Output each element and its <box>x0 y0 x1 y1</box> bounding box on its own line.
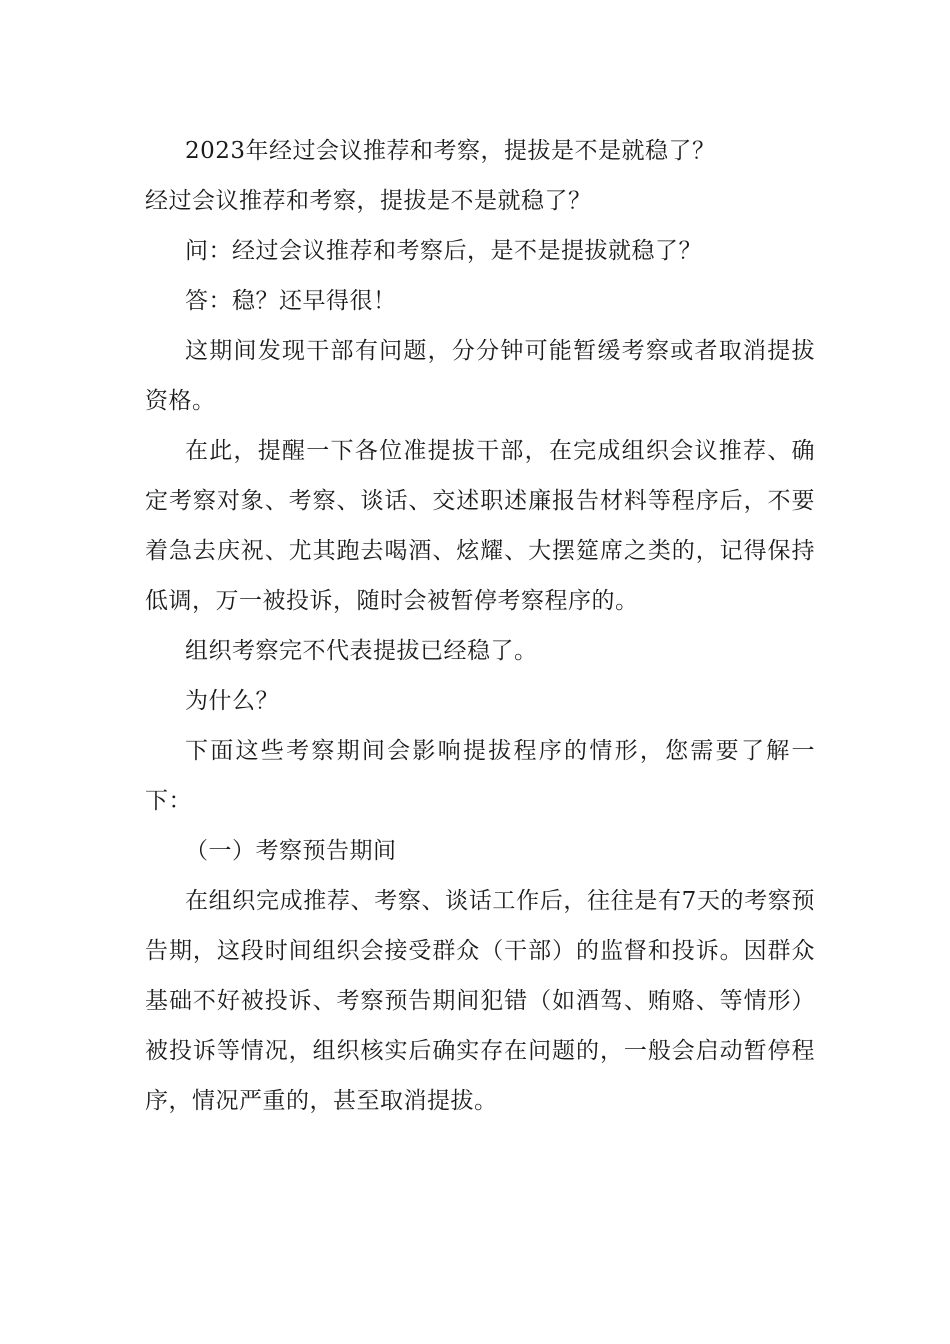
paragraph-intro: 下面这些考察期间会影响提拔程序的情形，您需要了解一下： <box>145 738 815 814</box>
paragraph-problem: 这期间发现干部有问题，分分钟可能暂缓考察或者取消提拔资格。 <box>145 338 815 414</box>
paragraph-why: 为什么？ <box>185 688 279 714</box>
paragraph-question: 问：经过会议推荐和考察后，是不是提拔就稳了？ <box>185 238 702 264</box>
section-heading: （一）考察预告期间 <box>185 838 397 864</box>
document-body <box>145 126 815 1126</box>
paragraph-not-stable: 组织考察完不代表提拔已经稳了。 <box>185 638 538 664</box>
paragraph-answer: 答：稳？还早得很！ <box>185 288 397 314</box>
paragraph-notice-period: 在组织完成推荐、考察、谈话工作后，往往是有7天的考察预告期，这段时间组织会接受群众（干部）的监督和投诉。因群众基础不好被投诉、考察预告期间犯错（如酒驾、贿赂、等情形）被投诉等情况，组织核实后确实存在问题的，一般会启动暂停程序，情况严重的，甚至取消提拔。 <box>145 888 815 1114</box>
document-subtitle: 经过会议推荐和考察，提拔是不是就稳了？ <box>145 188 592 214</box>
document-title: 2023年经过会议推荐和考察，提拔是不是就稳了？ <box>185 138 716 164</box>
paragraph-reminder: 在此，提醒一下各位准提拔干部，在完成组织会议推荐、确定考察对象、考察、谈话、交述职述廉报告材料等程序后，不要着急去庆祝、尤其跑去喝酒、炫耀、大摆筵席之类的，记得保持低调，万一被投诉，随时会被暂停考察程序的。 <box>145 438 815 614</box>
